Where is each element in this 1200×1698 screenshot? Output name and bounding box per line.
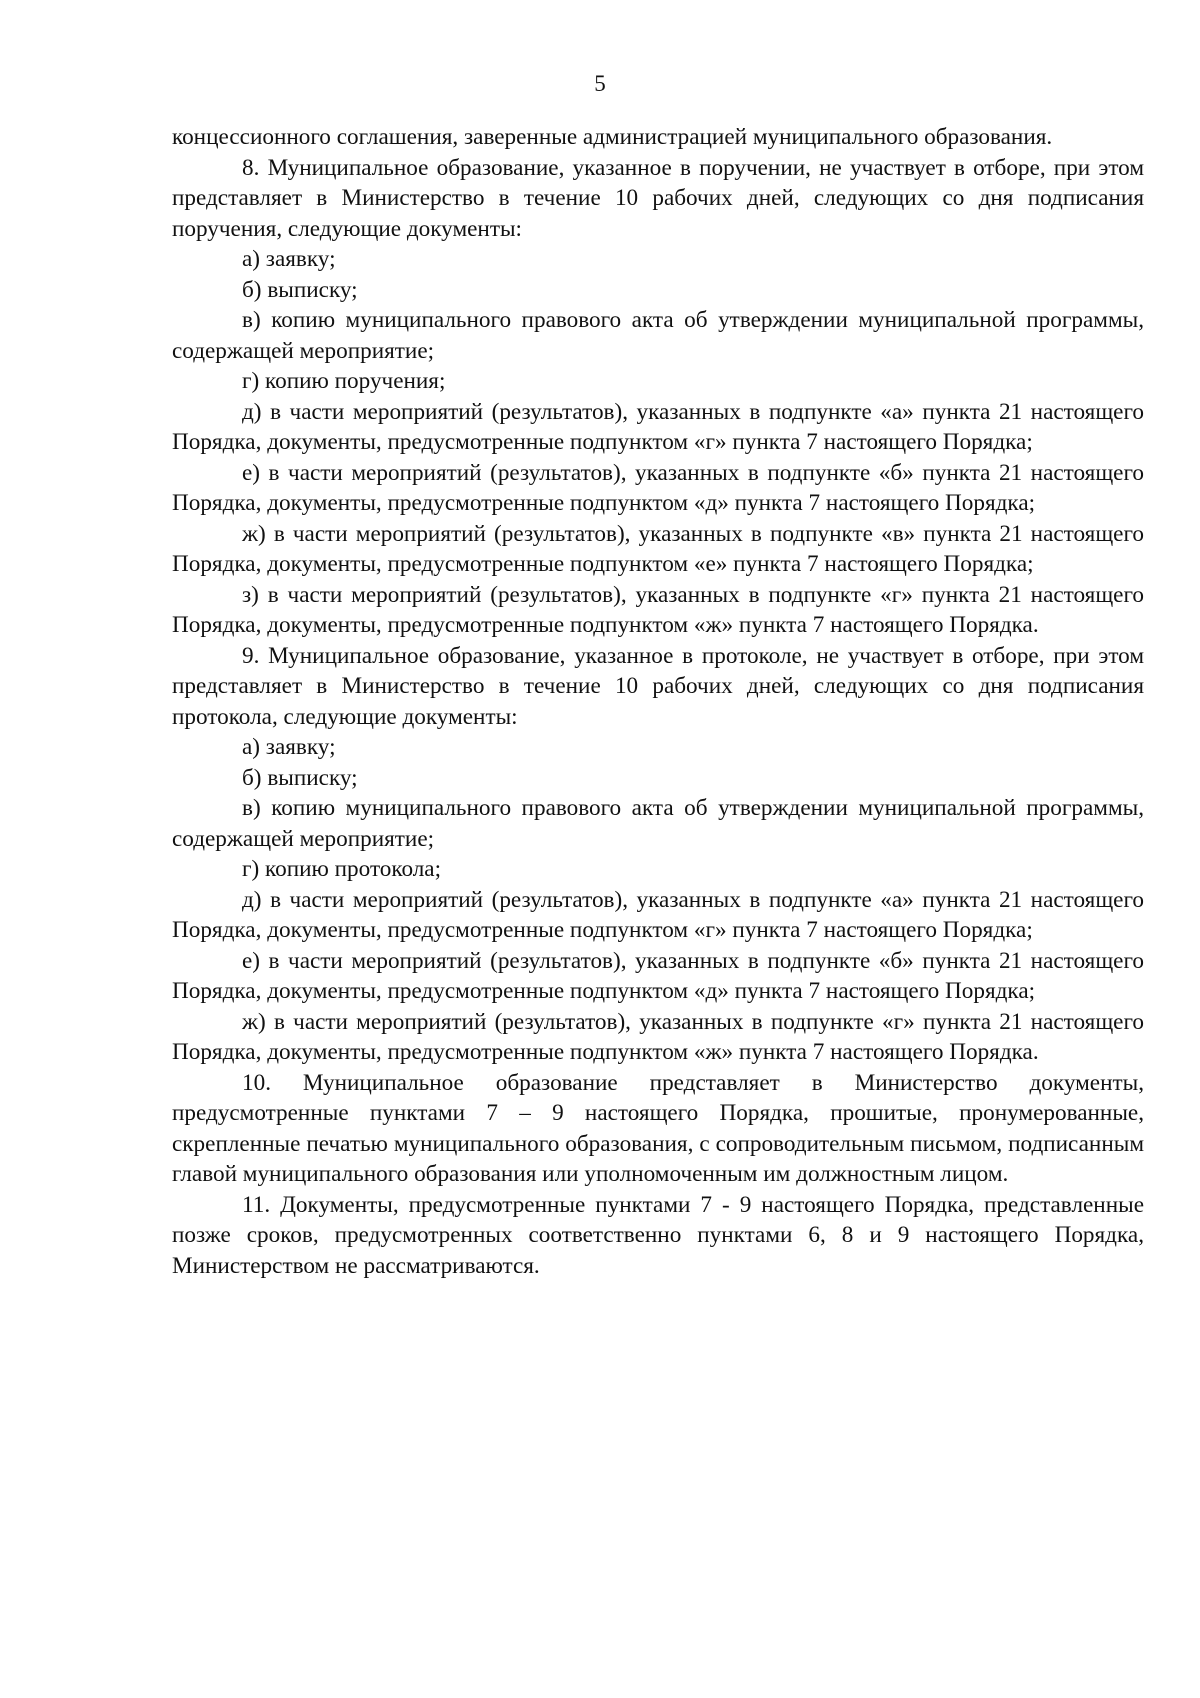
subitem-8-g: г) копию поручения; bbox=[242, 368, 446, 394]
paragraph-item-8: 8. Муниципальное образование, указанное в поручении, не участвует в отборе, при этом представляет в Министерство в течение 10 рабочих дней, следующих со дня подписания поручения, следующие документы: bbox=[172, 154, 1144, 242]
paragraph-item-11: 11. Документы, предусмотренные пунктами 7 - 9 настоящего Порядка, представленные позже сроков, предусмотренных соответственно пунктами 6, 8 и 9 настоящего Порядка, Министерством не рассматриваются. bbox=[172, 1191, 1144, 1279]
subitem-9-a: а) заявку; bbox=[242, 734, 336, 760]
subitem-8-d: д) в части мероприятий (результатов), указанных в подпункте «а» пункта 21 настоящего Порядка, документы, предусмотренные подпунктом «г» пункта 7 настоящего Порядка; bbox=[172, 398, 1144, 455]
subitem-9-e: е) в части мероприятий (результатов), указанных в подпункте «б» пункта 21 настоящего Порядка, документы, предусмотренные подпунктом «д» пункта 7 настоящего Порядка; bbox=[172, 947, 1144, 1004]
subitem-9-v: в) копию муниципального правового акта об утверждении муниципальной программы, содержащей мероприятие; bbox=[172, 795, 1144, 852]
paragraph-item-9: 9. Муниципальное образование, указанное в протоколе, не участвует в отборе, при этом представляет в Министерство в течение 10 рабочих дней, следующих со дня подписания протокола, следующие документы: bbox=[172, 642, 1144, 730]
subitem-8-v: в) копию муниципального правового акта об утверждении муниципальной программы, содержащей мероприятие; bbox=[172, 307, 1144, 364]
subitem-8-b: б) выписку; bbox=[242, 276, 358, 303]
subitem-9-g: г) копию протокола; bbox=[242, 856, 442, 882]
subitem-8-a: а) заявку; bbox=[242, 246, 336, 272]
subitem-8-e: е) в части мероприятий (результатов), указанных в подпункте «б» пункта 21 настоящего Порядка, документы, предусмотренные подпунктом «д» пункта 7 настоящего Порядка; bbox=[172, 459, 1144, 516]
page-number: 5 bbox=[594, 71, 606, 96]
subitem-8-z: з) в части мероприятий (результатов), указанных в подпункте «г» пункта 21 настоящего Порядка, документы, предусмотренные подпунктом «ж» пункта 7 настоящего Порядка. bbox=[172, 581, 1144, 638]
document-body bbox=[172, 122, 1144, 1281]
paragraph-continuation: концессионного соглашения, заверенные администрацией муниципального образования. bbox=[172, 124, 1053, 150]
subitem-9-b: б) выписку; bbox=[242, 764, 358, 791]
paragraph-item-10: 10. Муниципальное образование представляет в Министерство документы, предусмотренные пунктами 7 – 9 настоящего Порядка, прошитые, пронумерованные, скрепленные печатью муниципального образования, с сопроводительным письмом, подписанным главой муниципального образования или уполномоченным им должностным лицом. bbox=[172, 1069, 1144, 1187]
subitem-8-zh: ж) в части мероприятий (результатов), указанных в подпункте «в» пункта 21 настоящего Порядка, документы, предусмотренные подпунктом «е» пункта 7 настоящего Порядка; bbox=[172, 520, 1144, 577]
subitem-9-d: д) в части мероприятий (результатов), указанных в подпункте «а» пункта 21 настоящего Порядка, документы, предусмотренные подпунктом «г» пункта 7 настоящего Порядка; bbox=[172, 886, 1144, 943]
subitem-9-zh: ж) в части мероприятий (результатов), указанных в подпункте «г» пункта 21 настоящего Порядка, документы, предусмотренные подпунктом «ж» пункта 7 настоящего Порядка. bbox=[172, 1008, 1144, 1065]
